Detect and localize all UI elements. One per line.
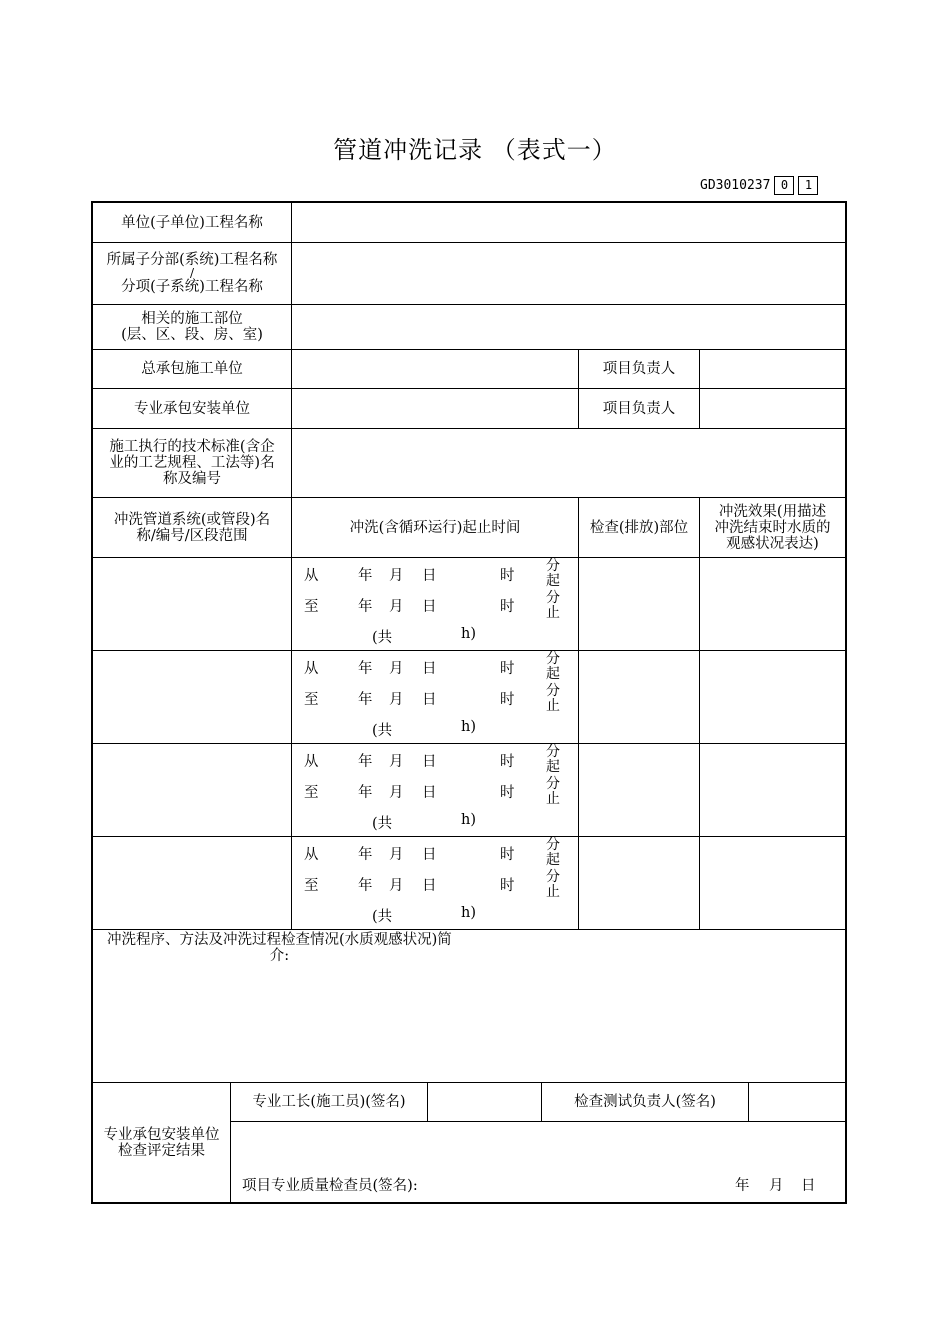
- inspect-location-field[interactable]: [579, 558, 699, 650]
- label-specialty-installer-text: 专业承包安装单位: [134, 400, 250, 417]
- project-manager-2-field[interactable]: [700, 389, 845, 428]
- header-flush-effect: [700, 498, 845, 557]
- label-test-leader-signature: [542, 1083, 748, 1121]
- label-test-leader-text: 检查测试负责人(签名): [574, 1094, 716, 1110]
- header-flush-system-line2: 称/编号/区段范围: [136, 527, 248, 544]
- month-label: 月: [389, 878, 404, 894]
- sign-month-label: 月: [769, 1178, 784, 1194]
- flush-effect-field[interactable]: [700, 744, 845, 836]
- day-label: 日: [422, 754, 437, 770]
- page-title: 管道冲洗记录 （表式一）: [333, 136, 617, 164]
- label-tech-standard-line1: 施工执行的技术标准(含企: [109, 439, 275, 455]
- label-foreman-text: 专业工长(施工员)(签名): [252, 1094, 406, 1110]
- year-label: 年: [358, 785, 373, 801]
- construction-location-field[interactable]: [292, 305, 845, 349]
- year-label: 年: [358, 661, 373, 677]
- label-project-manager-2: [579, 389, 699, 428]
- month-label: 月: [389, 847, 404, 863]
- header-inspect-location-text: 检查(排放)部位: [589, 519, 689, 536]
- flush-effect-field[interactable]: [700, 558, 845, 650]
- month-label: 月: [389, 785, 404, 801]
- year-label: 年: [358, 692, 373, 708]
- day-label: 日: [422, 599, 437, 615]
- end-marker: 分止: [546, 776, 560, 807]
- test-leader-signature-field[interactable]: [749, 1083, 845, 1121]
- flush-effect-field[interactable]: [700, 837, 845, 929]
- label-sub-division-line1: 所属子分部(系统)工程名称: [106, 252, 278, 268]
- month-label: 月: [389, 568, 404, 584]
- month-label: 月: [389, 692, 404, 708]
- inspect-location-field[interactable]: [579, 744, 699, 836]
- tech-standard-field[interactable]: [292, 429, 845, 497]
- label-specialty-installer: [93, 389, 291, 428]
- label-construction-location: [93, 305, 291, 349]
- label-tech-standard-line3: 称及编号: [163, 471, 221, 487]
- year-label: 年: [358, 878, 373, 894]
- to-label: 至: [304, 878, 319, 894]
- label-evaluation-line2: 检查评定结果: [118, 1142, 205, 1159]
- procedure-label-line1: 冲洗程序、方法及冲洗过程检查情况(水质观感状况)简: [107, 932, 452, 948]
- inspect-location-field[interactable]: [579, 837, 699, 929]
- label-project-manager-1-text: 项目负责人: [602, 361, 676, 377]
- hour-label: 时: [500, 847, 515, 863]
- from-label: 从: [304, 754, 319, 770]
- flush-system-field[interactable]: [93, 837, 291, 929]
- hour-label: 时: [500, 754, 515, 770]
- from-label: 从: [304, 661, 319, 677]
- hour-label: 时: [500, 692, 515, 708]
- year-label: 年: [358, 599, 373, 615]
- sign-year-label: 年: [735, 1178, 750, 1194]
- label-construction-location-line2: (层、区、段、房、室): [121, 327, 263, 343]
- header-flush-effect-line3: 观感状况表达): [726, 535, 819, 552]
- header-flush-effect-line1: 冲洗效果(用描述: [718, 503, 827, 520]
- end-marker: 分止: [546, 590, 560, 621]
- hour-label: 时: [500, 661, 515, 677]
- start-marker: 分起: [546, 744, 560, 775]
- label-foreman-signature: [231, 1083, 427, 1121]
- inspect-location-field[interactable]: [579, 651, 699, 743]
- header-flush-system-line1: 冲洗管道系统(或管段)名: [113, 511, 271, 528]
- total-unit-label: h): [461, 626, 476, 642]
- hour-label: 时: [500, 785, 515, 801]
- form-code-box-1[interactable]: 0: [774, 176, 794, 195]
- day-label: 日: [422, 878, 437, 894]
- year-label: 年: [358, 754, 373, 770]
- time-row: [93, 558, 845, 650]
- day-label: 日: [422, 661, 437, 677]
- to-label: 至: [304, 785, 319, 801]
- label-project-manager-1: [579, 350, 699, 388]
- start-marker: 分起: [546, 837, 560, 868]
- from-label: 从: [304, 847, 319, 863]
- day-label: 日: [422, 692, 437, 708]
- total-unit-label: h): [461, 905, 476, 921]
- label-evaluation-result: [93, 1083, 230, 1202]
- procedure-section[interactable]: [93, 930, 845, 1082]
- day-label: 日: [422, 568, 437, 584]
- label-qc-inspector: 项目专业质量检查员(签名):: [242, 1178, 418, 1194]
- time-row: [93, 651, 845, 743]
- label-evaluation-line1: 专业承包安装单位: [103, 1126, 220, 1143]
- flush-system-field[interactable]: [93, 744, 291, 836]
- label-sub-division-slash: /: [189, 266, 195, 280]
- label-construction-location-line1: 相关的施工部位: [141, 311, 243, 327]
- form-code-prefix: GD3010237: [700, 178, 771, 193]
- flush-effect-field[interactable]: [700, 651, 845, 743]
- year-label: 年: [358, 847, 373, 863]
- total-open-label: (共: [372, 816, 393, 832]
- header-flush-effect-line2: 冲洗结束时水质的: [714, 519, 831, 536]
- hour-label: 时: [500, 568, 515, 584]
- header-flush-time-text: 冲洗(含循环运行)起止时间: [349, 519, 521, 536]
- procedure-label-line2: 介:: [269, 948, 290, 964]
- label-sub-division-line2: 分项(子系统)工程名称: [121, 279, 263, 295]
- total-unit-label: h): [461, 812, 476, 828]
- label-unit-project-name: [93, 203, 291, 242]
- total-open-label: (共: [372, 909, 393, 925]
- hour-label: 时: [500, 599, 515, 615]
- to-label: 至: [304, 599, 319, 615]
- from-label: 从: [304, 568, 319, 584]
- form-code: [700, 176, 818, 195]
- label-tech-standard: [93, 429, 291, 497]
- form-code-box-2[interactable]: 1: [798, 176, 818, 195]
- qc-inspector-signature-field[interactable]: [231, 1122, 846, 1202]
- label-project-manager-2-text: 项目负责人: [602, 400, 676, 417]
- header-flush-time: [292, 498, 578, 557]
- foreman-signature-field[interactable]: [428, 1083, 541, 1121]
- project-manager-1-field[interactable]: [700, 350, 845, 388]
- time-row: [93, 744, 845, 836]
- record-form: [91, 201, 847, 1204]
- unit-project-name-field[interactable]: [292, 203, 845, 242]
- total-unit-label: h): [461, 719, 476, 735]
- year-label: 年: [358, 568, 373, 584]
- start-marker: 分起: [546, 651, 560, 682]
- label-general-contractor-text: 总承包施工单位: [141, 361, 243, 377]
- flush-system-field[interactable]: [93, 651, 291, 743]
- time-row: [93, 837, 845, 929]
- day-label: 日: [422, 785, 437, 801]
- sub-division-name-field[interactable]: [292, 243, 845, 304]
- general-contractor-field[interactable]: [292, 350, 578, 388]
- label-general-contractor: [93, 350, 291, 388]
- start-marker: 分起: [546, 558, 560, 589]
- total-open-label: (共: [372, 630, 393, 646]
- flush-system-field[interactable]: [93, 558, 291, 650]
- month-label: 月: [389, 599, 404, 615]
- label-unit-project-name-text: 单位(子单位)工程名称: [121, 214, 263, 231]
- end-marker: 分止: [546, 683, 560, 714]
- total-open-label: (共: [372, 723, 393, 739]
- day-label: 日: [422, 847, 437, 863]
- month-label: 月: [389, 754, 404, 770]
- to-label: 至: [304, 692, 319, 708]
- end-marker: 分止: [546, 869, 560, 900]
- specialty-installer-field[interactable]: [292, 389, 578, 428]
- hour-label: 时: [500, 878, 515, 894]
- label-tech-standard-line2: 业的工艺规程、工法等)名: [109, 455, 275, 471]
- header-flush-system: [93, 498, 291, 557]
- sign-day-label: 日: [801, 1178, 816, 1194]
- header-inspect-location: [579, 498, 699, 557]
- label-sub-division-name: [93, 243, 291, 304]
- month-label: 月: [389, 661, 404, 677]
- procedure-label: [107, 932, 452, 964]
